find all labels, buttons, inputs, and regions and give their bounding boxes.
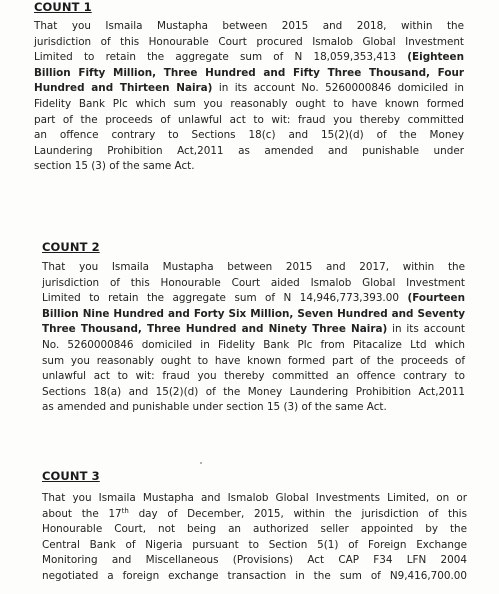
- count-1-line: an offence contrary to Sections 18(c) and 15(2)(d) of the Money: [34, 129, 464, 142]
- ordinal-suffix: th: [121, 506, 129, 515]
- count-3-heading: COUNT 3: [42, 469, 100, 483]
- amount-in-words: Three Thousand, Three Hundred and Ninety Three Naira): [42, 323, 388, 336]
- scan-speck: [200, 462, 202, 464]
- count-1-line: Billion Fifty Million, Three Hundred and Fifty Three Thousand, Four: [34, 66, 464, 79]
- count-2-line: That you Ismaila Mustapha between 2015 and 2017, within the: [42, 261, 465, 273]
- count-1-line: section 15 (3) of the same Act.: [34, 160, 195, 173]
- count-3-line: Honourable Court, not being an authorized seller appointed by the: [42, 523, 467, 536]
- count-1-line: Laundering Prohibition Act,2011 as amended and punishable under: [34, 144, 464, 157]
- count-1-line: Hundred and Thirteen Naira) in its account No. 5260000846 domiciled in: [34, 82, 464, 95]
- count-2-line: jurisdiction of this Honourable Court aided Ismalob Global Investment: [42, 276, 465, 289]
- count-2-line: Three Thousand, Three Hundred and Ninety Three Naira) in its account: [42, 323, 465, 336]
- count-2-line: sum you reasonably ought to have known formed part of the proceeds of: [42, 354, 465, 367]
- count-2-line: Limited to retain the aggregate sum of N 14,946,773,393.00 (Fourteen: [42, 292, 465, 305]
- count-3-line: Central Bank of Nigeria pursuant to Section 5(1) of Foreign Exchange: [42, 538, 467, 551]
- count-2-body: [42, 260, 465, 416]
- count-1-line: Fidelity Bank Plc which sum you reasonably ought to have known formed: [34, 97, 464, 110]
- count-2-line: as amended and punishable under section 15 (3) of the same Act.: [42, 401, 387, 414]
- count-2-heading: COUNT 2: [42, 240, 100, 254]
- count-1-line: That you Ismaila Mustapha between 2015 and 2018, within the: [34, 20, 464, 32]
- count-2-line: Sections 18(a) and 15(2)(d) of the Money Laundering Prohibition Act,2011: [42, 385, 465, 398]
- count-1-heading: COUNT 1: [34, 0, 92, 14]
- count-1-line: part of the proceeds of unlawful act to wit: fraud you thereby committed: [34, 113, 464, 126]
- count-2-line: No. 5260000846 domiciled in Fidelity Bank Plc from Pitacalize Ltd which: [42, 338, 465, 351]
- count-1-line: [34, 50, 464, 66]
- count-2-line: unlawful act to wit: fraud you thereby committed an offence contrary to: [42, 370, 465, 383]
- count-3-line: That you Ismaila Mustapha and Ismalob Global Investments Limited, on or: [42, 492, 467, 504]
- count-3-line: about the 17th day of December, 2015, within the jurisdiction of this: [42, 506, 467, 520]
- count-1-line-text: Limited to retain the aggregate sum of N 18,059,353,413 (Eighteen: [34, 51, 464, 64]
- count-2-line: Billion Nine Hundred and Forty Six Million, Seven Hundred and Seventy: [42, 307, 465, 320]
- count-3-body: [42, 491, 467, 585]
- count-1-body: [34, 19, 464, 175]
- count-3-line: Monitoring and Miscellaneous (Provisions) Act CAP F34 LFN 2004: [42, 554, 467, 567]
- amount-in-words: (Fourteen: [407, 292, 465, 305]
- amount-in-words: Hundred and Thirteen Naira): [34, 82, 213, 95]
- amount-in-words: (Eighteen: [407, 51, 464, 64]
- count-1-line: jurisdiction of this Honourable Court procured Ismalob Global Investment: [34, 35, 464, 48]
- count-3-line: negotiated a foreign exchange transaction in the sum of N9,416,700.00: [42, 569, 467, 582]
